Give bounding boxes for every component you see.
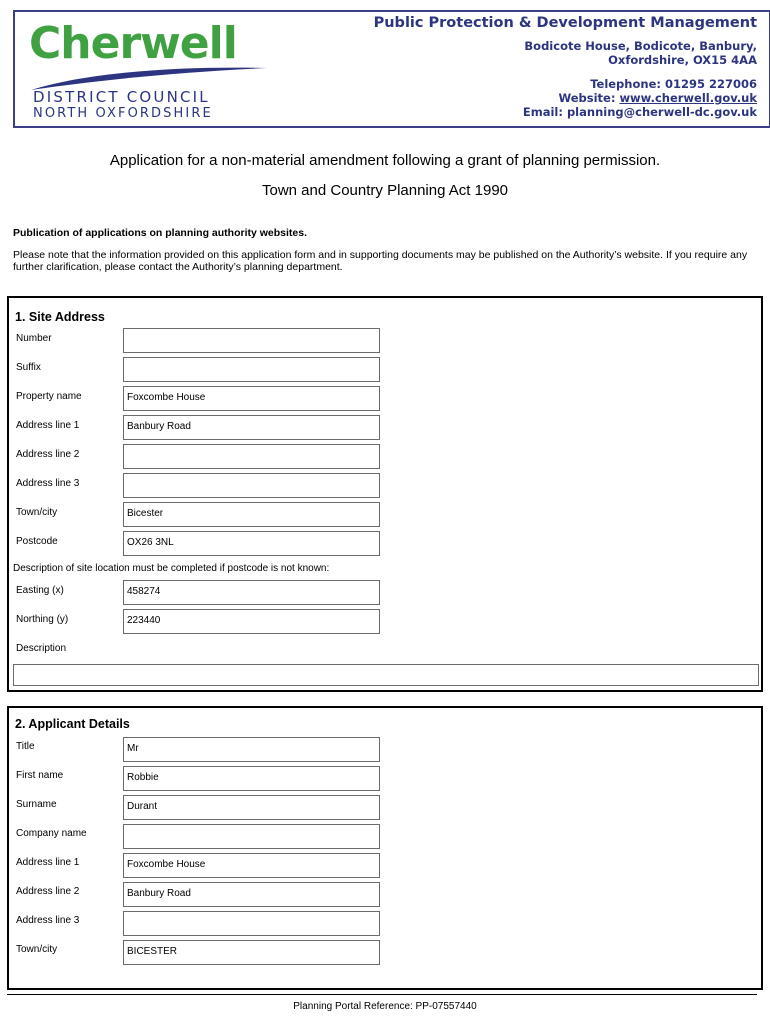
address-line-3-field[interactable]	[123, 473, 380, 498]
website-link[interactable]: www.cherwell.gov.uk	[619, 91, 757, 105]
address-line-3-label: Address line 3	[16, 478, 80, 489]
footer-divider	[7, 994, 757, 995]
surname-field[interactable]: Durant	[123, 795, 380, 820]
document-subtitle: Town and Country Planning Act 1990	[262, 182, 508, 199]
address-line-1-field[interactable]: Banbury Road	[123, 415, 380, 440]
address-line-3-field[interactable]	[123, 911, 380, 936]
portal-reference: Planning Portal Reference: PP-07557440	[293, 1001, 477, 1012]
department-name: Public Protection & Development Management	[373, 15, 757, 31]
address-line-3-label: Address line 3	[16, 915, 80, 926]
suffix-field[interactable]	[123, 357, 380, 382]
site-address-section	[7, 296, 763, 692]
northing-label: Northing (y)	[16, 614, 69, 625]
town-field[interactable]: Bicester	[123, 502, 380, 527]
section-heading: 2. Applicant Details	[15, 717, 130, 731]
document-title: Application for a non-material amendment following a grant of planning permission.	[109, 152, 661, 169]
number-label: Number	[16, 333, 52, 344]
northing-field[interactable]: 223440	[123, 609, 380, 634]
description-field[interactable]	[13, 664, 759, 686]
website-line	[374, 91, 757, 105]
letterhead	[13, 10, 770, 128]
address-line-1-field[interactable]: Foxcombe House	[123, 853, 380, 878]
website-label: Website:	[558, 91, 620, 105]
title-field[interactable]: Mr	[123, 737, 380, 762]
email-link[interactable]: planning@cherwell-dc.gov.uk	[566, 105, 757, 119]
property-name-field[interactable]: Foxcombe House	[123, 386, 380, 411]
postcode-field[interactable]: OX26 3NL	[123, 531, 380, 556]
postcode-label: Postcode	[16, 536, 58, 547]
company-name-field[interactable]	[123, 824, 380, 849]
address-line-2-field[interactable]: Banbury Road	[123, 882, 380, 907]
company-name-label: Company name	[16, 828, 87, 839]
publication-notice: Please note that the information provided on this application form and in supporting documents may be published on the Authority’s website. If you require any further clarification, please contact the Authority’s planning department.	[13, 249, 748, 273]
town-field[interactable]: BICESTER	[123, 940, 380, 965]
applicant-details-section	[7, 706, 763, 990]
first-name-label: First name	[16, 770, 64, 781]
property-name-label: Property name	[16, 391, 82, 402]
council-region: NORTH OXFORDSHIRE	[33, 106, 213, 121]
address-line-1-label: Address line 1	[16, 420, 80, 431]
department-contact-block	[374, 15, 757, 119]
telephone: Telephone: 01295 227006	[590, 77, 757, 91]
title-label: Title	[16, 741, 35, 752]
first-name-field[interactable]: Robbie	[123, 766, 380, 791]
town-label: Town/city	[16, 507, 58, 518]
address-line-2-label: Address line 2	[16, 449, 80, 460]
address-line-1-label: Address line 1	[16, 857, 80, 868]
council-logo-wordmark: Cherwell	[29, 18, 237, 69]
address-line-1: Bodicote House, Bodicote, Banbury,	[524, 39, 757, 53]
easting-label: Easting (x)	[16, 585, 64, 596]
town-label: Town/city	[16, 944, 58, 955]
address-line-2: Oxfordshire, OX15 4AA	[608, 53, 757, 67]
surname-label: Surname	[16, 799, 57, 810]
address-line-2-field[interactable]	[123, 444, 380, 469]
easting-field[interactable]: 458274	[123, 580, 380, 605]
address-line-2-label: Address line 2	[16, 886, 80, 897]
council-name: DISTRICT COUNCIL	[33, 88, 210, 106]
number-field[interactable]	[123, 328, 380, 353]
email-line	[374, 105, 757, 119]
publication-heading: Publication of applications on planning authority websites.	[13, 227, 308, 239]
section-heading: 1. Site Address	[15, 310, 105, 324]
description-label: Description	[16, 643, 67, 654]
suffix-label: Suffix	[16, 362, 41, 373]
email-label: Email:	[522, 105, 567, 119]
location-note: Description of site location must be completed if postcode is not known:	[13, 563, 330, 574]
